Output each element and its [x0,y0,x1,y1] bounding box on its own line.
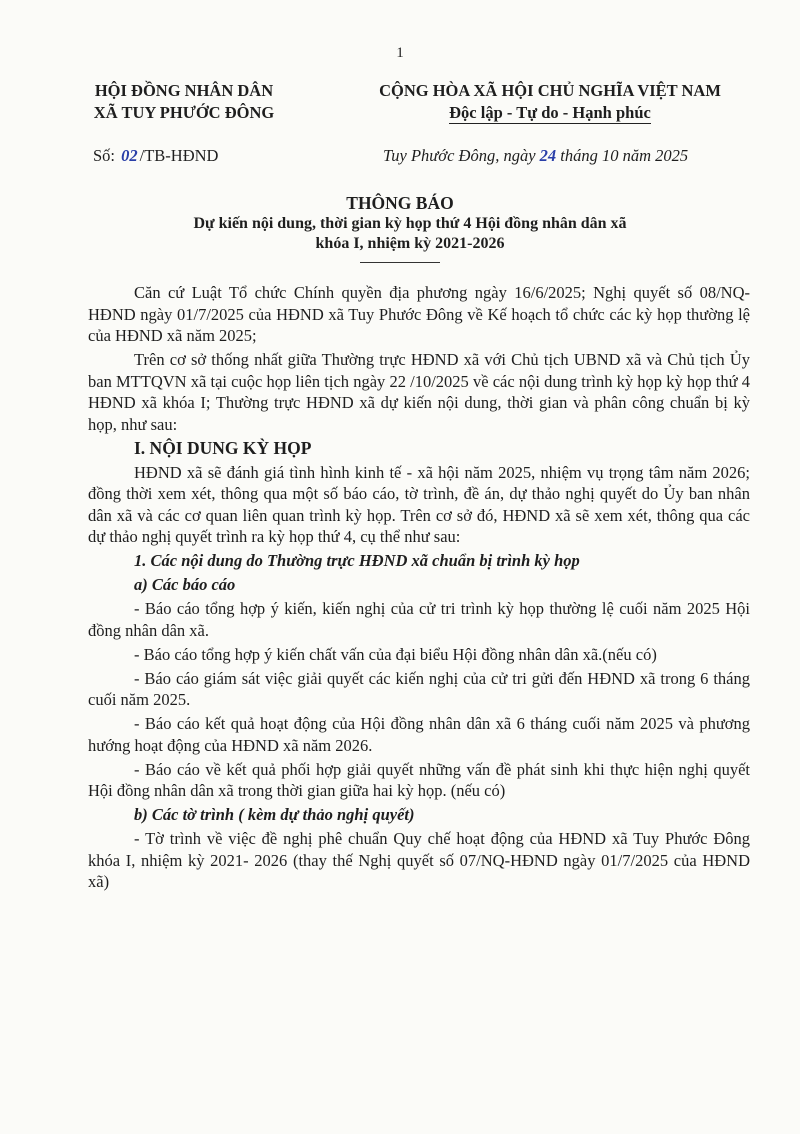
subtitle-line-2: khóa I, nhiệm kỳ 2021-2026 [315,235,505,252]
handwritten-number: 02 [121,146,138,165]
subtitle-line-1: Dự kiến nội dung, thời gian kỳ họp thứ 4 Hội đồng nhân dân xã [193,215,627,232]
report-item: - Báo cáo kết quả hoạt động của Hội đồng nhân dân xã 6 tháng cuối năm 2025 và phương hướng hoạt động của HĐND xã năm 2026. [88,714,750,755]
motto: Độc lập - Tự do - Hạnh phúc [449,103,651,122]
document-title: THÔNG BÁO [346,193,454,213]
national-header [355,80,745,124]
org-line-2: XÃ TUY PHƯỚC ĐÔNG [93,103,275,122]
issuing-organization [60,80,308,124]
document-number [93,146,218,166]
section-1-intro: HĐND xã sẽ đánh giá tình hình kinh tế - xã hội năm 2025, nhiệm vụ trọng tâm năm 2026; đồng thời xem xét, thông qua một số báo cáo, tờ trình, đề án, dự thảo nghị quyết do Ủy ban nhân dân xã và các cơ quan liên quan trình kỳ họp. Trên cơ sở đó, HĐND xã sẽ xem xét, thông qua các dự thảo nghị quyết trình ra kỳ họp thứ 4, cụ thể như sau: [88,462,750,546]
proposals-heading: b) Các tờ trình ( kèm dự thảo nghị quyết) [134,805,415,824]
document-date [383,146,688,166]
report-item: - Báo cáo tổng hợp ý kiến, kiến nghị của cử tri trình kỳ họp thường lệ cuối năm 2025 Hội đồng nhân dân xã. [88,599,750,640]
document-body [88,282,750,895]
date-rest: tháng 10 năm 2025 [560,146,689,165]
report-item: - Báo cáo giám sát việc giải quyết các kiến nghị của cử tri gửi đến HĐND xã trong 6 tháng cuối năm 2025. [88,668,750,709]
nation-title: CỘNG HÒA XÃ HỘI CHỦ NGHĨA VIỆT NAM [379,81,721,100]
reports-heading: a) Các báo cáo [134,575,236,594]
section-1-heading: I. NỘI DUNG KỲ HỌP [134,437,312,458]
paragraph-agreement: Trên cơ sở thống nhất giữa Thường trực HĐND xã với Chủ tịch UBND xã và Chủ tịch Ủy ban MTTQVN xã tại cuộc họp liên tịch ngày 22 /10/2025 về các nội dung trình kỳ họp kỳ họp thứ 4 HĐND xã khóa I; Thường trực HĐND xã dự kiến nội dung, thời gian và phân công chuẩn bị kỳ họp, như sau: [88,350,750,434]
subsection-1-heading: 1. Các nội dung do Thường trực HĐND xã chuẩn bị trình kỳ họp [134,551,580,570]
paragraph-legal-basis: Căn cứ Luật Tổ chức Chính quyền địa phương ngày 16/6/2025; Nghị quyết số 08/NQ-HĐND ngày 01/7/2025 của HĐND xã Tuy Phước Đông về Kế hoạch tổ chức các kỳ họp thường lệ của HĐND xã năm 2025; [88,283,750,345]
handwritten-day: 24 [539,146,557,165]
date-prefix: Tuy Phước Đông, ngày [383,146,536,165]
number-prefix: Số: [93,146,116,165]
document-subtitle [145,214,675,254]
page-number: 1 [396,45,404,61]
org-line-1: HỘI ĐỒNG NHÂN DÂN [94,81,274,100]
proposal-item: - Tờ trình về việc đề nghị phê chuẩn Quy chế hoạt động của HĐND xã Tuy Phước Đông khóa I, nhiệm kỳ 2021- 2026 (thay thế Nghị quyết số 07/NQ-HĐND ngày 01/7/2025 của HĐND xã) [88,829,750,891]
title-underline [360,262,440,263]
report-item: - Báo cáo về kết quả phối hợp giải quyết những vấn đề phát sinh khi thực hiện nghị quyết Hội đồng nhân dân xã trong thời gian giữa hai kỳ họp. (nếu có) [88,759,750,800]
report-item: - Báo cáo tổng hợp ý kiến chất vấn của đại biểu Hội đồng nhân dân xã.(nếu có) [134,644,657,664]
number-suffix: /TB-HĐND [139,146,219,165]
